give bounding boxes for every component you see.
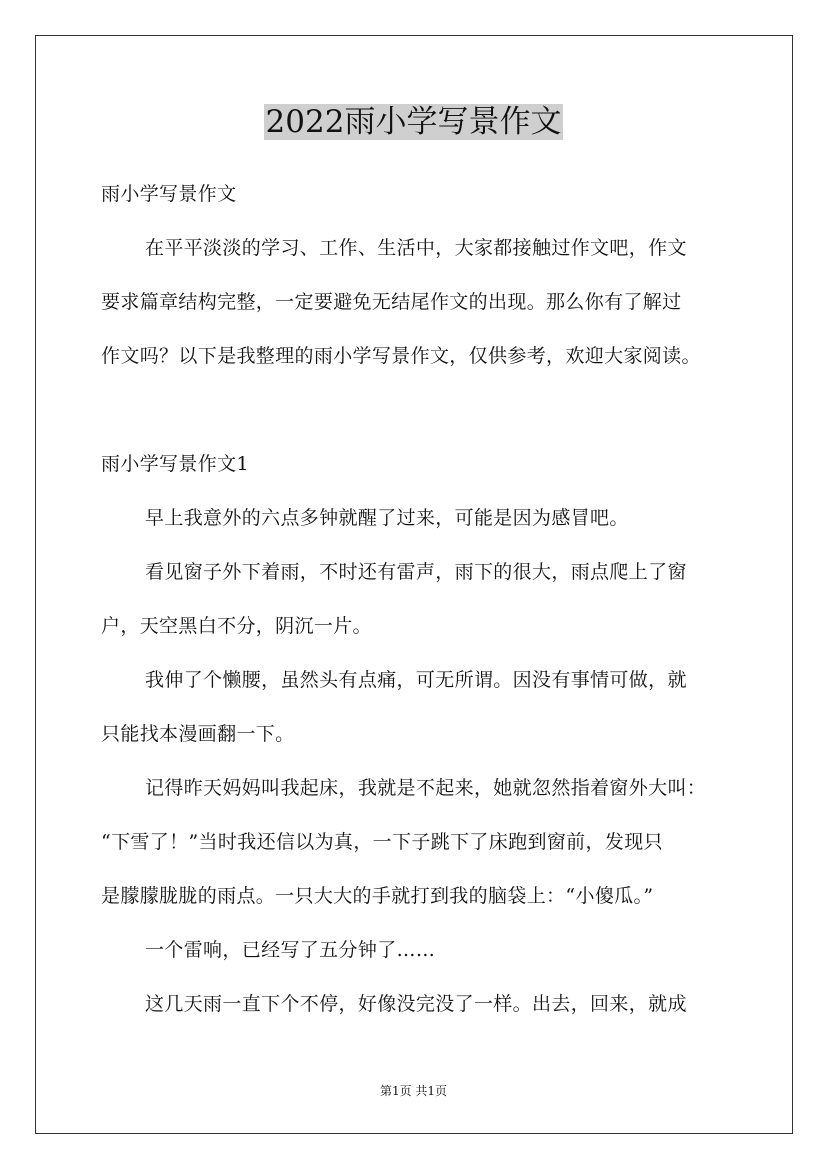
paragraph-line: 是朦朦胧胧的雨点。一只大大的手就打到我的脑袋上：“小傻瓜。” bbox=[101, 885, 654, 907]
paragraph-line: 在平平淡淡的学习、工作、生活中，大家都接触过作文吧，作文 bbox=[145, 237, 687, 259]
paragraph-line: 看见窗子外下着雨，不时还有雷声，雨下的很大，雨点爬上了窗 bbox=[145, 561, 687, 583]
paragraph-line: 我伸了个懒腰，虽然头有点痛，可无所谓。因没有事情可做，就 bbox=[145, 669, 687, 691]
page-footer: 第1页 共1页 bbox=[379, 1084, 448, 1098]
paragraph-line: 作文吗？以下是我整理的雨小学写景作文，仅供参考，欢迎大家阅读。 bbox=[101, 345, 701, 367]
paragraph-line: 户，天空黑白不分，阴沉一片。 bbox=[101, 615, 372, 637]
document-title bbox=[0, 100, 827, 144]
paragraph-line: “下雪了！”当时我还信以为真，一下子跳下了床跑到窗前，发现只 bbox=[101, 831, 663, 853]
paragraph-line: 一个雷响，已经写了五分钟了…… bbox=[145, 939, 436, 961]
paragraph-line: 要求篇章结构完整，一定要避免无结尾作文的出现。那么你有了解过 bbox=[101, 291, 682, 313]
paragraph-line: 早上我意外的六点多钟就醒了过来，可能是因为感冒吧。 bbox=[145, 507, 629, 529]
subtitle: 雨小学写景作文 bbox=[101, 183, 237, 205]
section-heading: 雨小学写景作文1 bbox=[101, 453, 249, 475]
paragraph-line: 记得昨天妈妈叫我起床，我就是不起来，她就忽然指着窗外大叫： bbox=[145, 777, 707, 799]
paragraph-line: 这几天雨一直下个不停，好像没完没了一样。出去，回来，就成 bbox=[145, 993, 687, 1015]
paragraph-line: 只能找本漫画翻一下。 bbox=[101, 723, 295, 745]
title-text: 2022雨小学写景作文 bbox=[265, 104, 562, 140]
